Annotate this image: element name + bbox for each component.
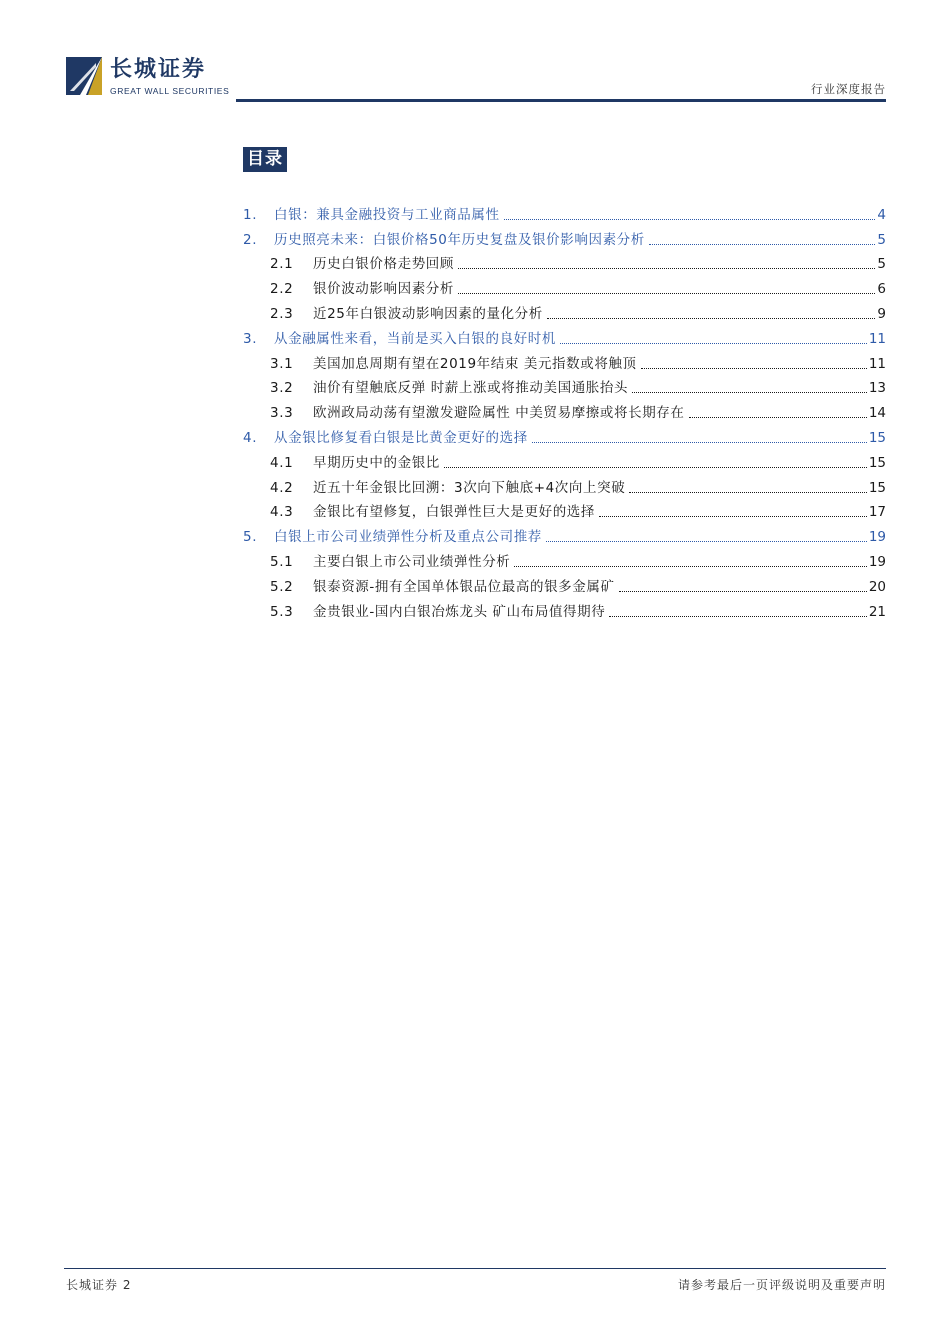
toc-entry-page-number: 11 (868, 355, 886, 372)
toc-dot-leader (444, 467, 867, 468)
toc-entry-section[interactable] (243, 199, 886, 224)
toc-entry-title: 银泰资源-拥有全国单体银品位最高的银多金属矿 (313, 578, 615, 595)
toc-entry-title: 从金银比修复看白银是比黄金更好的选择 (274, 429, 528, 446)
toc-entry-title: 银价波动影响因素分析 (313, 281, 454, 298)
toc-entry-page-number: 5 (877, 231, 886, 248)
toc-entry-number: 2. (243, 231, 258, 248)
toc-entry-title: 欧洲政局动荡有望激发避险属性 中美贸易摩擦或将长期存在 (313, 405, 685, 422)
toc-dot-leader (532, 442, 867, 443)
toc-entry-number: 5. (243, 529, 258, 546)
toc-entry-title: 白银上市公司业绩弹性分析及重点公司推荐 (274, 529, 542, 546)
toc-entry-number: 3.1 (270, 355, 294, 372)
toc-entry-subsection[interactable] (243, 348, 886, 373)
toc-entry-title: 主要白银上市公司业绩弹性分析 (313, 553, 511, 570)
toc-entry-section[interactable] (243, 323, 886, 348)
toc-entry-page-number: 13 (868, 380, 886, 397)
toc-dot-leader (458, 268, 875, 269)
toc-entry-title: 从金融属性来看，当前是买入白银的良好时机 (274, 330, 556, 347)
toc-entry-number: 5.1 (270, 553, 294, 570)
toc-entry-number: 4.1 (270, 454, 294, 471)
header-divider (236, 99, 886, 102)
table-of-contents (243, 199, 886, 621)
toc-dot-leader (609, 616, 866, 617)
toc-entry-page-number: 17 (868, 504, 886, 521)
toc-dot-leader (560, 343, 867, 344)
toc-dot-leader (641, 368, 867, 369)
toc-entry-page-number: 15 (868, 454, 886, 471)
toc-entry-title: 金银比有望修复，白银弹性巨大是更好的选择 (313, 504, 595, 521)
toc-dot-leader (619, 591, 867, 592)
great-wall-securities-logo-icon (66, 57, 102, 95)
footer-disclaimer: 请参考最后一页评级说明及重要声明 (677, 1278, 886, 1292)
footer-page-label: 长城证券 2 (66, 1278, 132, 1292)
toc-dot-leader (504, 219, 876, 220)
toc-entry-section[interactable] (243, 521, 886, 546)
toc-dot-leader (458, 293, 875, 294)
toc-entry-title: 近25年白银波动影响因素的量化分析 (313, 305, 543, 322)
toc-dot-leader (547, 318, 876, 319)
toc-entry-page-number: 19 (868, 529, 886, 546)
toc-entry-subsection[interactable] (243, 249, 886, 274)
toc-dot-leader (629, 492, 867, 493)
toc-entry-number: 2.1 (270, 256, 294, 273)
toc-dot-leader (649, 244, 876, 245)
toc-entry-title: 油价有望触底反弹 时薪上涨或将推动美国通胀抬头 (313, 380, 629, 397)
toc-entry-section[interactable] (243, 422, 886, 447)
toc-entry-page-number: 9 (877, 305, 886, 322)
toc-entry-subsection[interactable] (243, 571, 886, 596)
toc-entry-title: 美国加息周期有望在2019年结束 美元指数或将触顶 (313, 355, 637, 372)
toc-entry-page-number: 19 (868, 553, 886, 570)
toc-entry-page-number: 11 (868, 330, 886, 347)
toc-dot-leader (514, 566, 866, 567)
toc-entry-subsection[interactable] (243, 472, 886, 497)
toc-entry-title: 近五十年金银比回溯：3次向下触底+4次向上突破 (313, 479, 626, 496)
toc-entry-subsection[interactable] (243, 497, 886, 522)
toc-entry-number: 3.2 (270, 380, 294, 397)
document-type-label: 行业深度报告 (811, 82, 886, 96)
toc-entry-number: 2.2 (270, 281, 294, 298)
toc-dot-leader (632, 392, 867, 393)
toc-entry-title: 历史照亮未来：白银价格50年历史复盘及银价影响因素分析 (274, 231, 645, 248)
brand-name-english: GREAT WALL SECURITIES (110, 86, 230, 96)
toc-entry-number: 1. (243, 206, 258, 223)
brand-name-chinese: 长城证券 (110, 56, 207, 82)
toc-entry-page-number: 5 (877, 256, 886, 273)
toc-entry-page-number: 6 (877, 281, 886, 298)
toc-entry-number: 4.3 (270, 504, 294, 521)
toc-entry-subsection[interactable] (243, 273, 886, 298)
toc-entry-page-number: 4 (877, 206, 886, 223)
toc-dot-leader (689, 417, 867, 418)
footer-divider (64, 1268, 886, 1269)
toc-entry-number: 3.3 (270, 405, 294, 422)
toc-entry-page-number: 20 (868, 578, 886, 595)
toc-entry-page-number: 14 (868, 405, 886, 422)
toc-dot-leader (546, 541, 867, 542)
toc-entry-page-number: 15 (868, 429, 886, 446)
toc-entry-number: 5.2 (270, 578, 294, 595)
toc-entry-subsection[interactable] (243, 373, 886, 398)
toc-entry-subsection[interactable] (243, 397, 886, 422)
toc-entry-number: 2.3 (270, 305, 294, 322)
toc-entry-title: 早期历史中的金银比 (313, 454, 440, 471)
toc-entry-subsection[interactable] (243, 447, 886, 472)
toc-entry-title: 金贵银业-国内白银冶炼龙头 矿山布局值得期待 (313, 603, 606, 620)
toc-dot-leader (599, 516, 867, 517)
toc-entry-page-number: 15 (868, 479, 886, 496)
toc-entry-subsection[interactable] (243, 546, 886, 571)
toc-heading: 目录 (243, 147, 287, 172)
toc-entry-page-number: 21 (868, 603, 886, 620)
toc-entry-section[interactable] (243, 224, 886, 249)
toc-entry-title: 历史白银价格走势回顾 (313, 256, 454, 273)
toc-entry-subsection[interactable] (243, 596, 886, 621)
toc-entry-number: 4. (243, 429, 258, 446)
toc-entry-subsection[interactable] (243, 298, 886, 323)
toc-entry-number: 3. (243, 330, 258, 347)
toc-entry-number: 4.2 (270, 479, 294, 496)
toc-entry-title: 白银：兼具金融投资与工业商品属性 (274, 206, 500, 223)
toc-entry-number: 5.3 (270, 603, 294, 620)
